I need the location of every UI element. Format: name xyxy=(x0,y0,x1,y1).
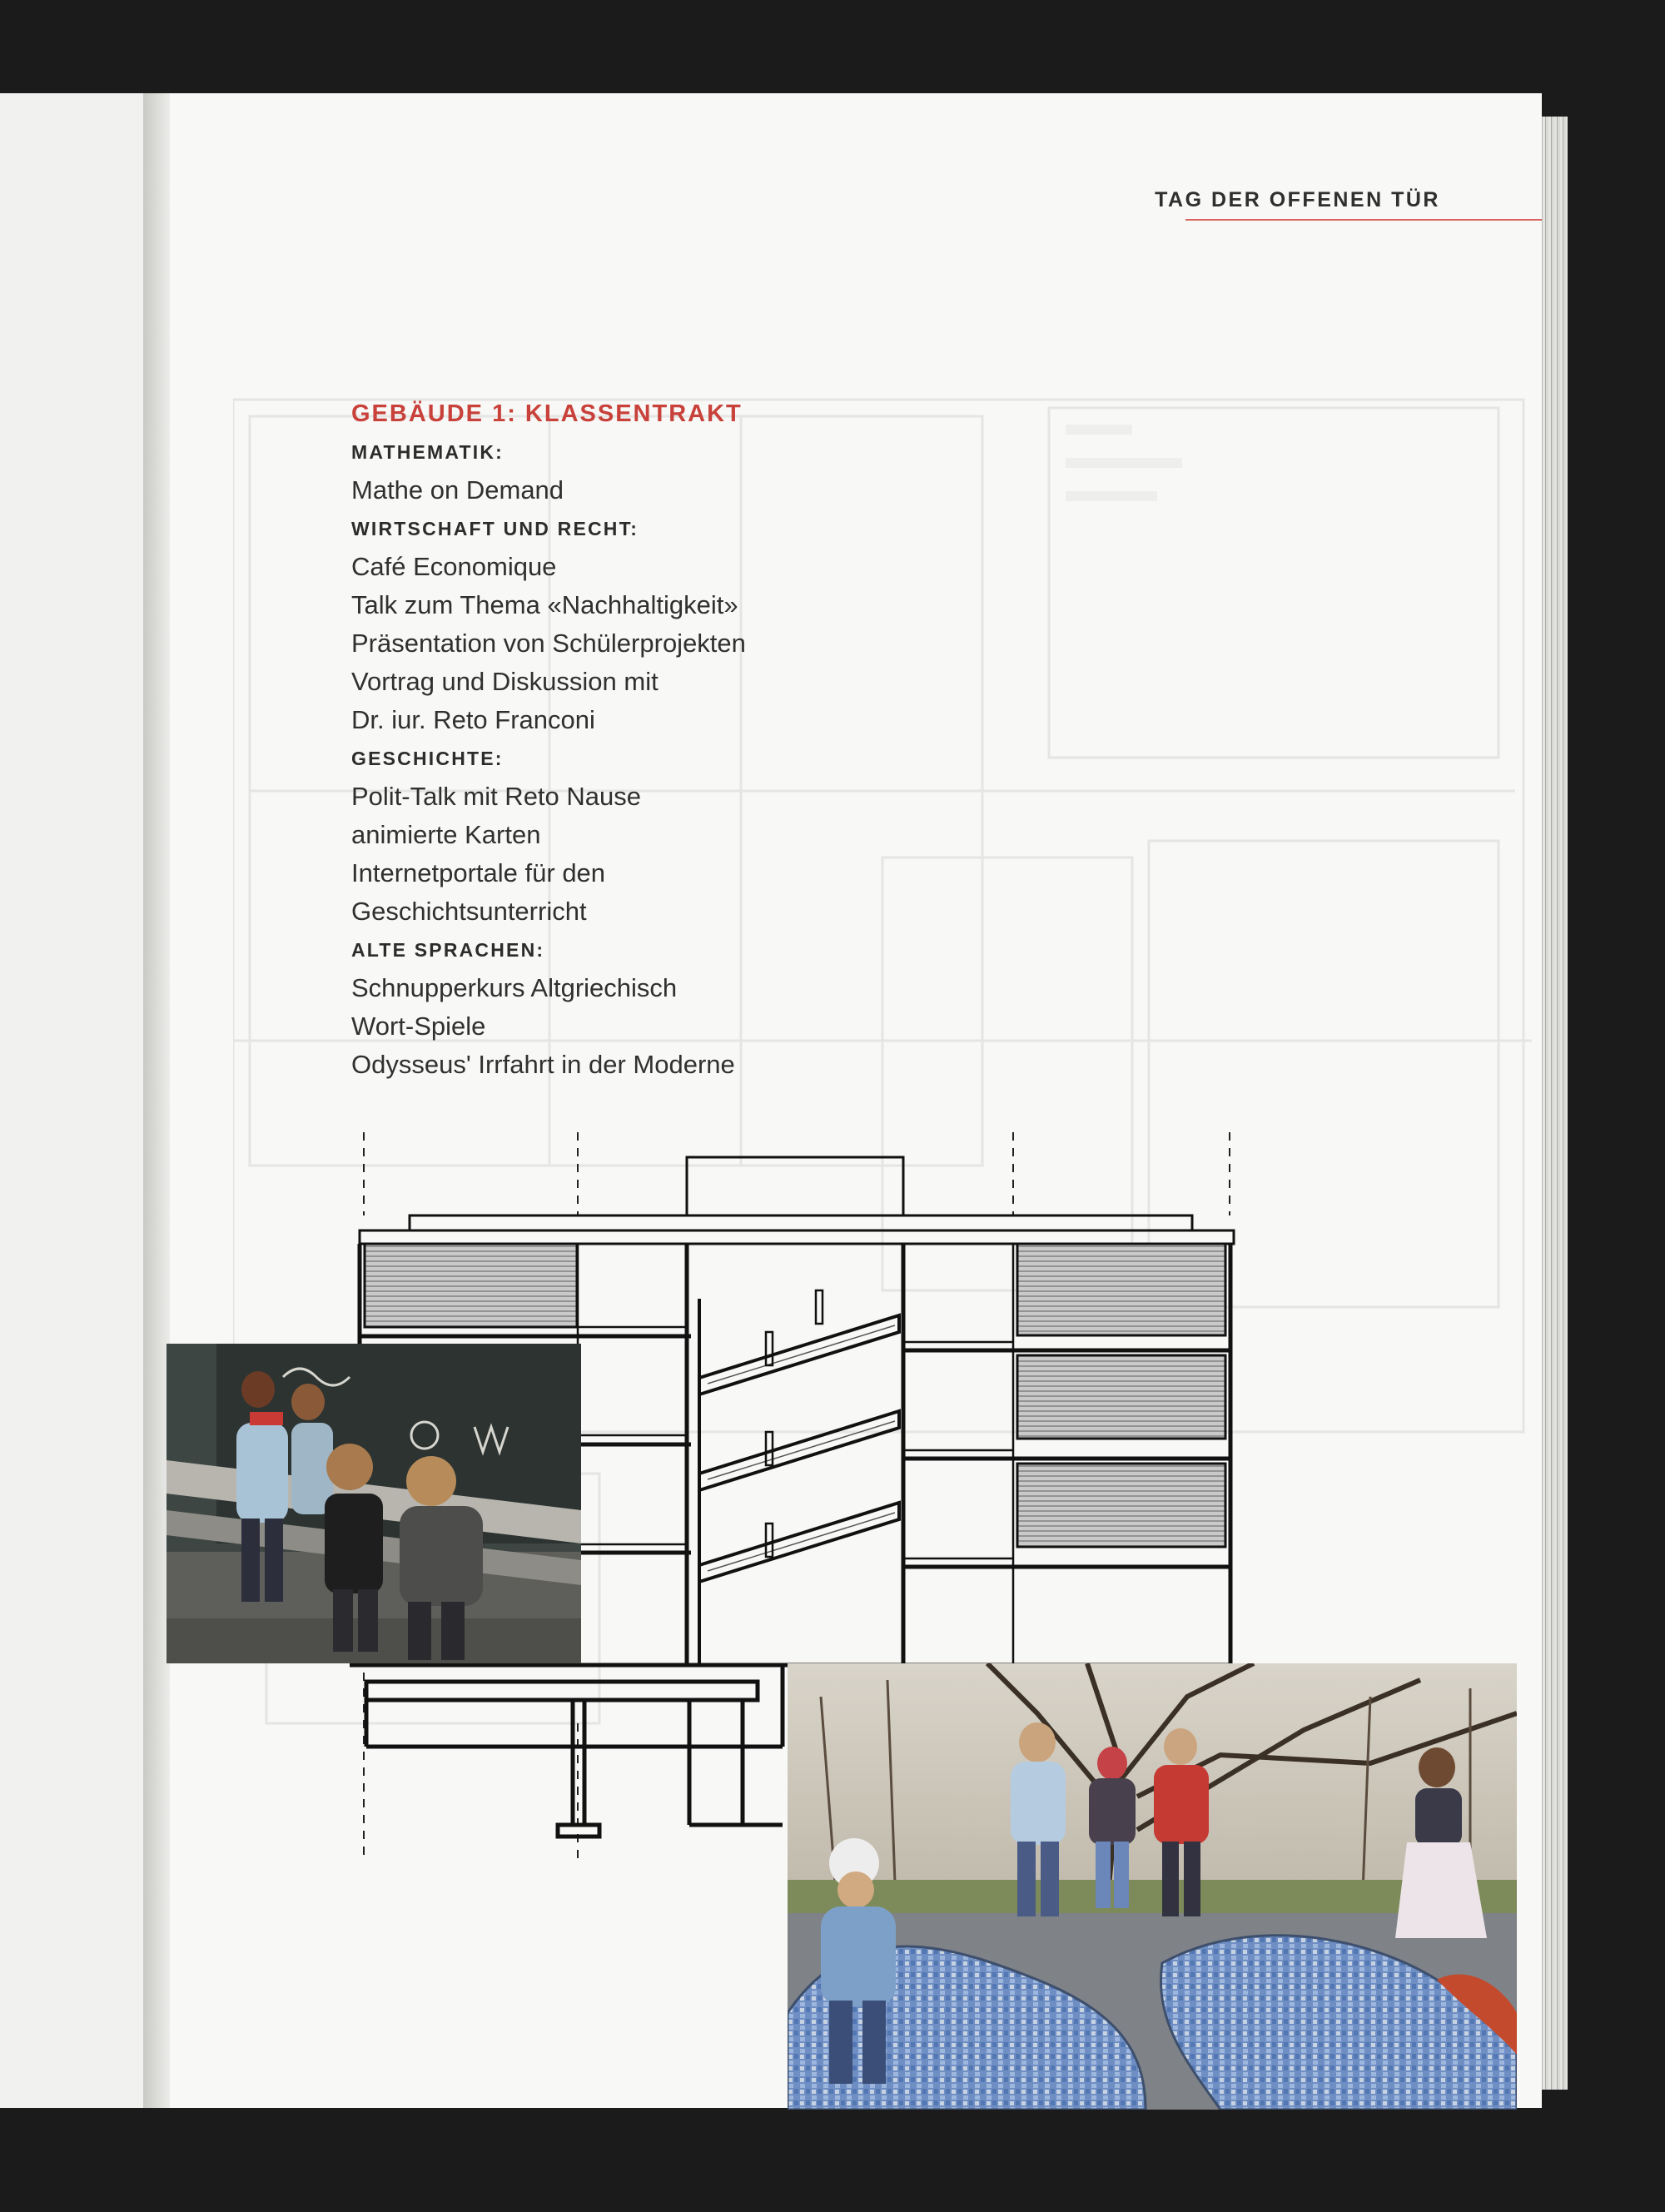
page-stack-edge xyxy=(1542,117,1568,2090)
subhead-alte-sprachen: ALTE SPRACHEN: xyxy=(351,939,545,961)
list-item: Vortrag und Diskussion mit xyxy=(351,667,659,696)
program-list xyxy=(351,395,934,1084)
list-item: Café Economique xyxy=(351,552,557,581)
list-item: Polit-Talk mit Reto Nause xyxy=(351,782,642,811)
list-item: Geschichtsunterricht xyxy=(351,897,587,926)
subhead-mathematik: MATHEMATIK: xyxy=(351,441,504,463)
list-item: Präsentation von Schülerprojekten xyxy=(351,629,746,658)
list-item: animierte Karten xyxy=(351,820,541,849)
list-item: Wort-Spiele xyxy=(351,1012,486,1041)
list-item: Dr. iur. Reto Franconi xyxy=(351,705,595,734)
building-heading: GEBÄUDE 1: KLASSENTRAKT xyxy=(351,400,743,427)
list-item: Talk zum Thema «Nachhaltigkeit» xyxy=(351,590,738,619)
list-item: Odysseus' Irrfahrt in der Moderne xyxy=(351,1050,735,1079)
playground-photo xyxy=(788,1663,1517,2110)
subhead-wirtschaft-recht: WIRTSCHAFT UND RECHT: xyxy=(351,518,639,539)
header-rule xyxy=(1185,219,1542,221)
subhead-geschichte: GESCHICHTE: xyxy=(351,748,504,769)
book-gutter xyxy=(143,93,170,2108)
left-page-edge xyxy=(0,93,144,2108)
classroom-photo xyxy=(166,1344,581,1663)
list-item: Schnupperkurs Altgriechisch xyxy=(351,973,678,1002)
list-item: Mathe on Demand xyxy=(351,475,564,505)
section-header: TAG DER OFFENEN TÜR xyxy=(1155,188,1440,211)
list-item: Internetportale für den xyxy=(351,858,606,887)
